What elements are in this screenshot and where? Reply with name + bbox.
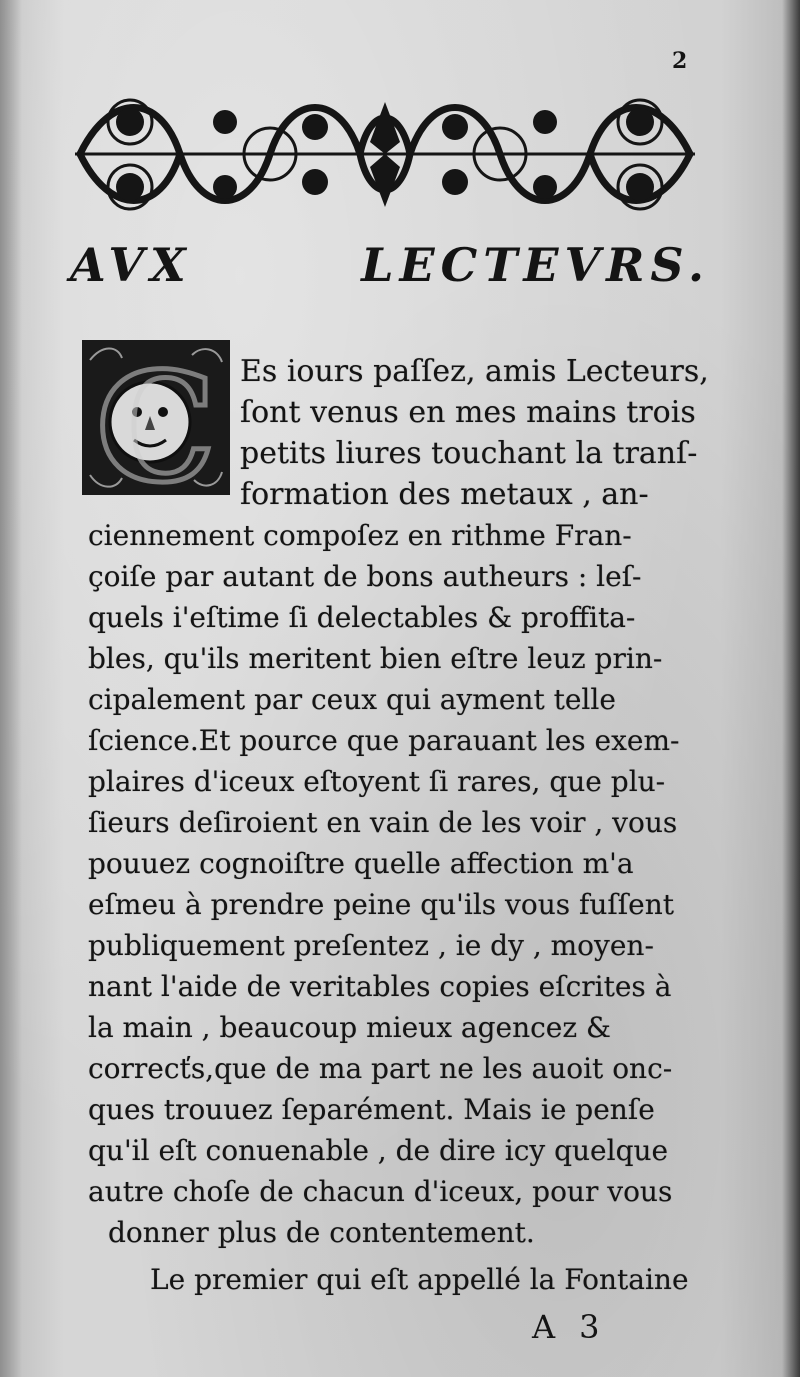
- text-line: publiquement preſentez , ie dy , moyen-: [88, 929, 654, 962]
- signature-letter: A: [532, 1308, 556, 1346]
- text-line: qu'il eſt conuenable , de dire icy quelque: [88, 1134, 669, 1167]
- text-line: ques trouuez ſeparément. Mais ie penſe: [88, 1093, 655, 1126]
- text-line: ciennement compoſez en rithme Fran-: [88, 519, 632, 552]
- heading-word-2: LECTEVRS.: [361, 238, 710, 292]
- signature-number: 3: [579, 1308, 600, 1346]
- text-line: Le premier qui eſt appellé la Fontaine: [150, 1263, 689, 1296]
- text-line: ſieurs deſiroient en vain de les voir , vous: [88, 806, 678, 839]
- text-line: petits liures touchant la tranſ-: [240, 436, 698, 471]
- text-line: la main , beaucoup mieux agencez &: [88, 1011, 611, 1044]
- text-line: cipalement par ceux qui ayment telle: [88, 683, 616, 716]
- text-line: quels i'eſtime ſi delectables & proffita-: [88, 601, 636, 634]
- text-line: Es iours paſſez, amis Lecteurs,: [240, 354, 709, 389]
- text-line: autre choſe de chacun d'iceux, pour vous: [88, 1175, 673, 1208]
- text-line: plaires d'iceux eſtoyent ſi rares, que plu-: [88, 765, 666, 798]
- drop-cap-letter: C: [96, 340, 216, 495]
- printer-signature: [532, 1308, 623, 1346]
- text-line: eſmeu à prendre peine qu'ils vous fuſſent: [88, 888, 675, 921]
- text-line: formation des metaux , an-: [240, 477, 649, 512]
- text-line: ſcience.Et pource que parauant les exem-: [88, 724, 680, 757]
- text-line: çoiſe par autant de bons autheurs : leſ-: [88, 560, 642, 593]
- text-line: pouuez cognoiſtre quelle affection m'a: [88, 847, 634, 880]
- text-line: donner plus de contentement.: [108, 1216, 535, 1249]
- heading-word-1: AVX: [70, 238, 192, 292]
- text-line: nant l'aide de veritables copies eſcrites à: [88, 970, 672, 1003]
- text-line: correcťs,que de ma part ne les auoit onc-: [88, 1052, 673, 1085]
- page-number: 2: [672, 48, 688, 74]
- text-line: bles, qu'ils meritent bien eſtre leuz prin-: [88, 642, 663, 675]
- text-line: ſont venus en mes mains trois: [240, 395, 696, 430]
